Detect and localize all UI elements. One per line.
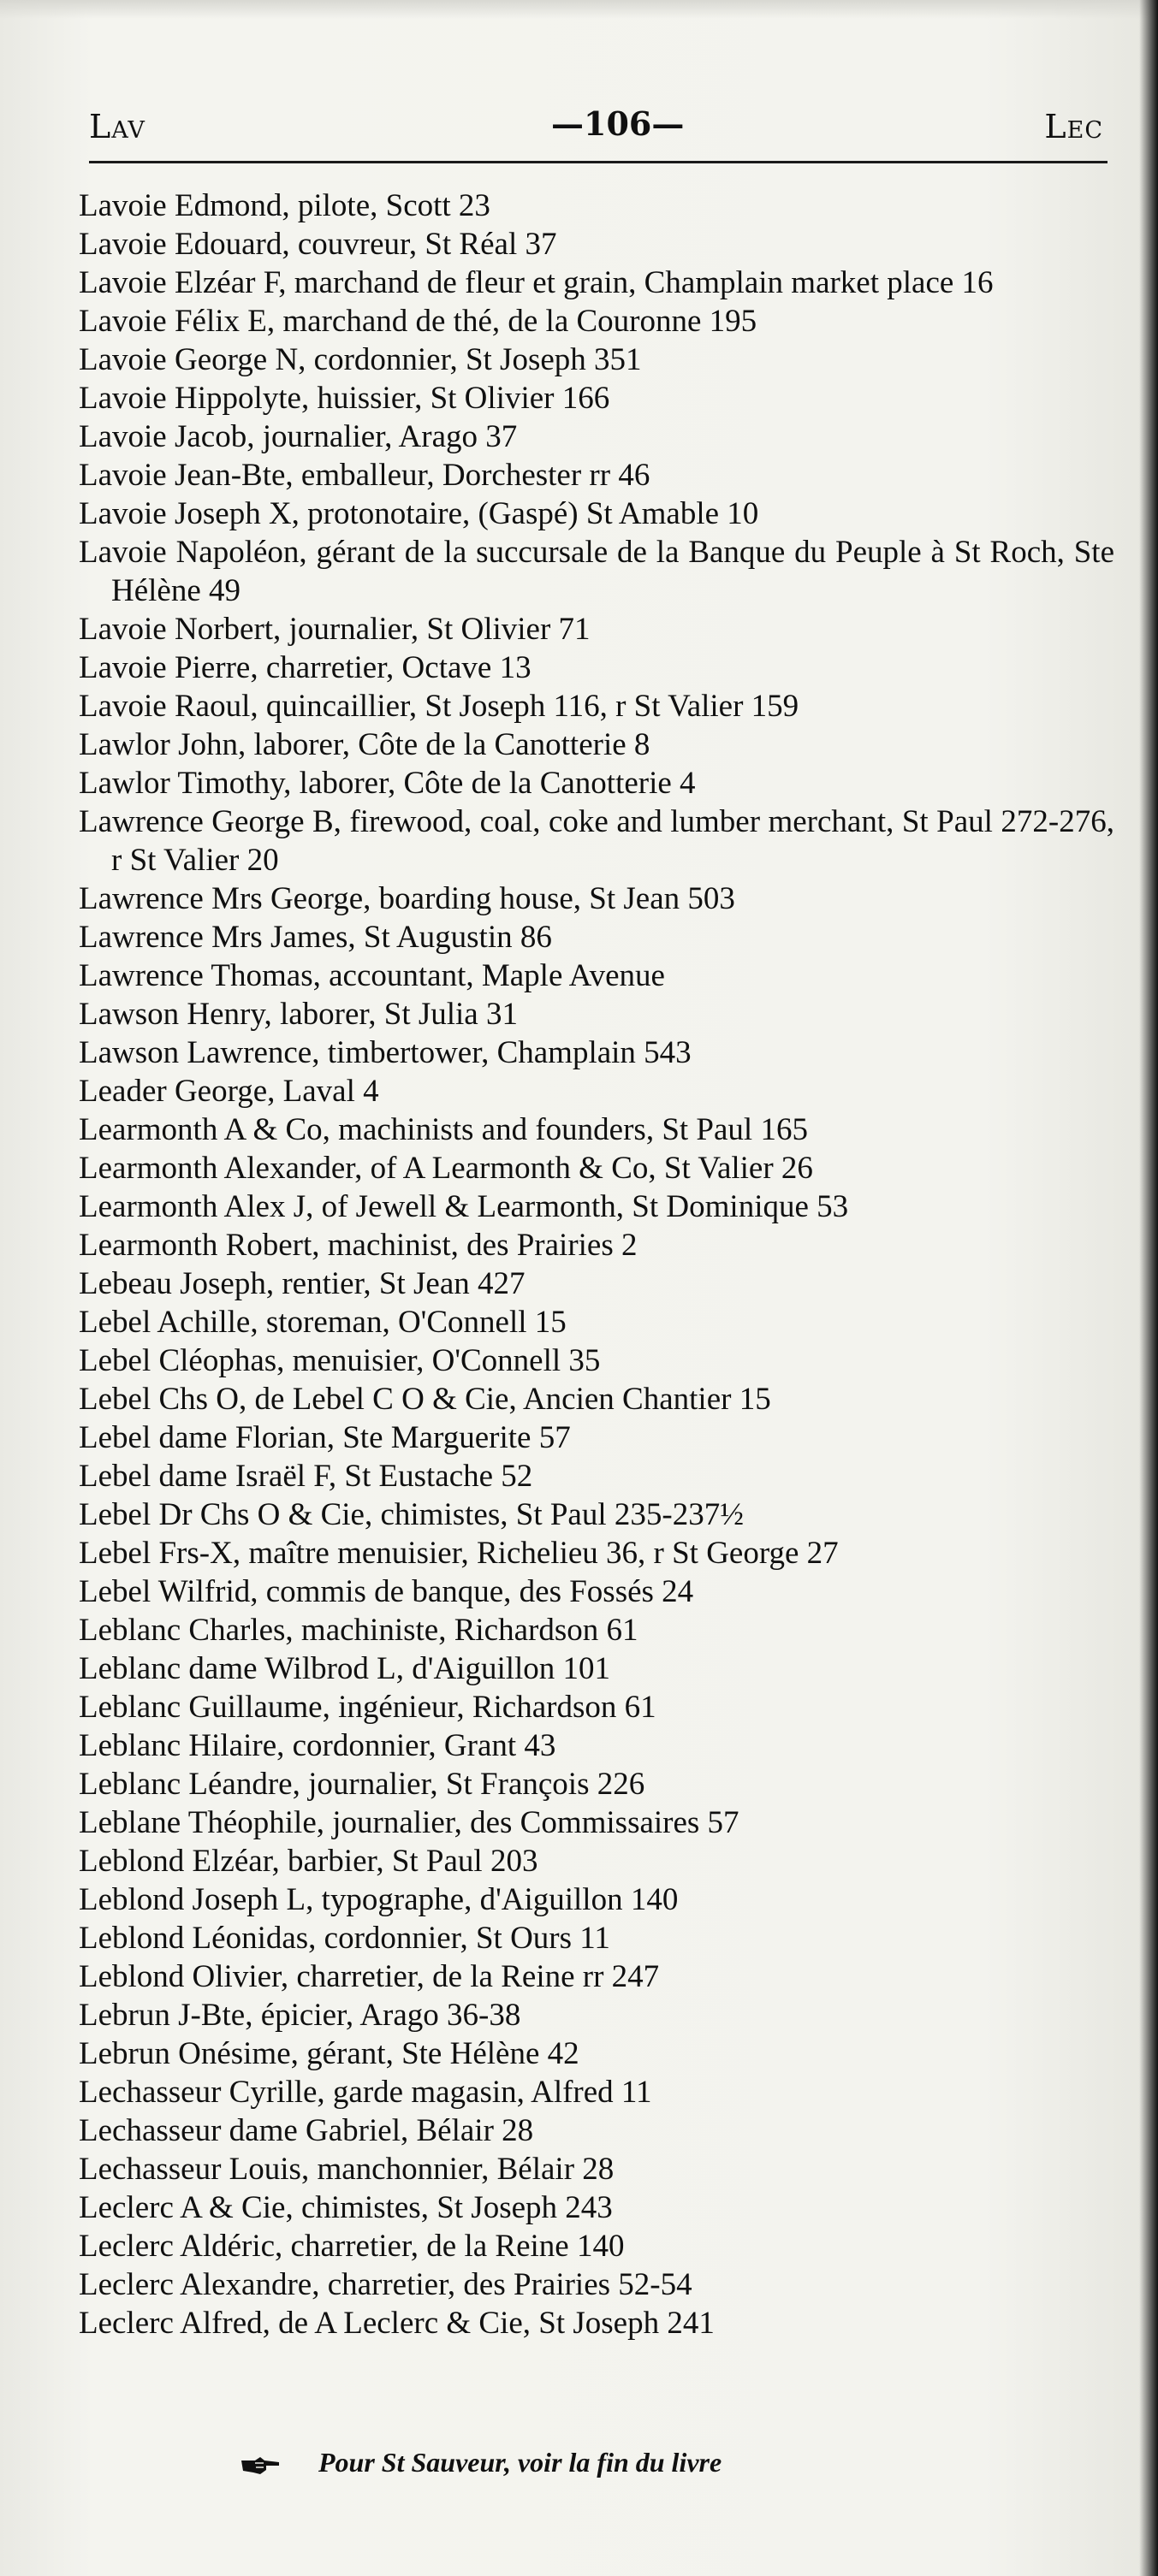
directory-entry: Learmonth Robert, machinist, des Prairies 2 [79,1228,638,1263]
directory-entry: Lebel Achille, storeman, O'Connell 15 [79,1305,567,1340]
scan-shadow-right [1139,0,1158,2576]
directory-entry: Lebel Chs O, de Lebel C O & Cie, Ancien Chantier 15 [79,1382,771,1417]
directory-entry: Lawlor Timothy, laborer, Côte de la Canotterie 4 [79,766,696,801]
directory-entry: Lavoie Hippolyte, huissier, St Olivier 166 [79,381,610,416]
directory-entry: Lavoie Jean-Bte, emballeur, Dorchester rr 46 [79,458,650,493]
directory-entry: Lechasseur Louis, manchonnier, Bélair 28 [79,2152,615,2187]
directory-entry: Lavoie Félix E, marchand de thé, de la Couronne 195 [79,304,757,339]
directory-entry: Learmonth Alex J, of Jewell & Learmonth, St Dominique 53 [79,1189,849,1224]
pointing-hand-icon [240,2455,281,2476]
directory-entry: Leclerc Alfred, de A Leclerc & Cie, St Joseph 241 [79,2306,715,2341]
directory-entry: Learmonth A & Co, machinists and founders, St Paul 165 [79,1112,808,1147]
directory-entry: Leblond Elzéar, barbier, St Paul 203 [79,1844,538,1879]
directory-entry: Lawrence Mrs James, St Augustin 86 [79,920,552,955]
directory-entry: Leclerc Aldéric, charretier, de la Reine 140 [79,2229,625,2264]
directory-entry: Leader George, Laval 4 [79,1074,379,1109]
directory-entry: Leblanc Guillaume, ingénieur, Richardson 61 [79,1690,656,1725]
directory-entry: Lavoie Elzéar F, marchand de fleur et grain, Champlain market place 16 [79,265,994,300]
directory-entry: Lavoie Jacob, journalier, Arago 37 [79,419,518,454]
directory-entry: Leblane Théophile, journalier, des Commissaires 57 [79,1805,739,1840]
directory-entry: Lebel dame Israël F, St Eustache 52 [79,1459,533,1494]
page-number: —106— [551,104,685,143]
header-right-guideword: Lec [1044,108,1103,145]
directory-entry: Lebel Cléophas, menuisier, O'Connell 35 [79,1343,601,1378]
directory-entry: Lawson Lawrence, timbertower, Champlain 543 [79,1035,692,1070]
directory-entry: Lawrence Mrs George, boarding house, St Jean 503 [79,881,735,916]
header-left-guideword: Lav [89,108,145,145]
directory-entry: Lebrun Onésime, gérant, Ste Hélène 42 [79,2036,579,2071]
directory-entry: Lebel Frs-X, maître menuisier, Richelieu 36, r St George 27 [79,1536,839,1571]
directory-entry: Leblond Léonidas, cordonnier, St Ours 11 [79,1921,610,1956]
directory-entry: Lavoie Edouard, couvreur, St Réal 37 [79,227,557,262]
header-rule [89,161,1108,163]
directory-entry: Lawlor John, laborer, Côte de la Canotterie 8 [79,727,650,762]
directory-entry: Lawson Henry, laborer, St Julia 31 [79,997,518,1032]
footer-text: Pour St Sauveur, voir la fin du livre [318,2447,722,2478]
directory-entry: Learmonth Alexander, of A Learmonth & Co, St Valier 26 [79,1151,813,1186]
directory-entry: Lebeau Joseph, rentier, St Jean 427 [79,1266,526,1301]
directory-entry: Leblanc dame Wilbrod L, d'Aiguillon 101 [79,1651,611,1686]
directory-entry: Lavoie Napoléon, gérant de la succursale de la Banque du Peuple à St Roch, Ste Hélène 49 [79,535,1114,608]
directory-entry: Leblanc Charles, machiniste, Richardson 61 [79,1613,638,1648]
directory-entry: Lawrence George B, firewood, coal, coke and lumber merchant, St Paul 272-276, r St Valier 20 [79,804,1114,878]
directory-entry: Leblond Olivier, charretier, de la Reine rr 247 [79,1959,660,1994]
directory-entry: Leblond Joseph L, typographe, d'Aiguillon 140 [79,1882,679,1917]
directory-entry: Lavoie Joseph X, protonotaire, (Gaspé) St Amable 10 [79,496,759,531]
directory-entry: Lechasseur dame Gabriel, Bélair 28 [79,2113,534,2148]
directory-entries [79,187,1114,2342]
directory-entry: Lechasseur Cyrille, garde magasin, Alfred 11 [79,2075,652,2110]
page-footer-note [240,2447,1010,2478]
page-header [89,101,1103,152]
scan-shadow-top [0,0,1158,19]
directory-entry: Lebrun J-Bte, épicier, Arago 36-38 [79,1998,521,2033]
directory-entry: Leclerc A & Cie, chimistes, St Joseph 243 [79,2190,613,2225]
directory-entry: Lebel Dr Chs O & Cie, chimistes, St Paul 235-237½ [79,1497,744,1532]
directory-entry: Lavoie Raoul, quincaillier, St Joseph 116, r St Valier 159 [79,689,799,724]
directory-entry: Lavoie Norbert, journalier, St Olivier 71 [79,612,591,647]
directory-entry: Lawrence Thomas, accountant, Maple Avenue [79,958,665,993]
directory-entry: Leblanc Léandre, journalier, St François 226 [79,1767,645,1802]
directory-entry: Leclerc Alexandre, charretier, des Prairies 52-54 [79,2267,692,2302]
directory-entry: Lavoie George N, cordonnier, St Joseph 351 [79,342,642,377]
directory-entry: Lavoie Pierre, charretier, Octave 13 [79,650,531,685]
directory-entry: Lavoie Edmond, pilote, Scott 23 [79,188,490,223]
directory-entry: Lebel Wilfrid, commis de banque, des Fossés 24 [79,1574,694,1609]
directory-entry: Leblanc Hilaire, cordonnier, Grant 43 [79,1728,556,1763]
directory-entry: Lebel dame Florian, Ste Marguerite 57 [79,1420,571,1455]
